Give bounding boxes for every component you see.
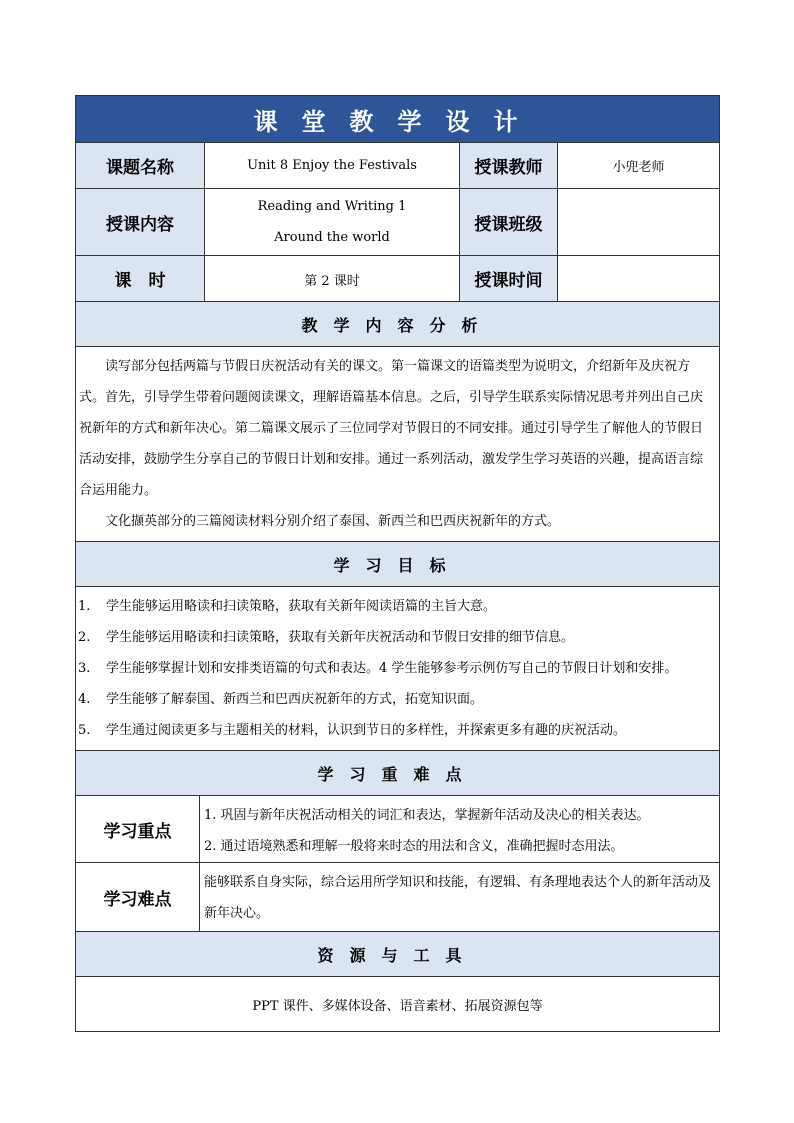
list-item xyxy=(76,622,719,653)
focus-value xyxy=(199,796,719,862)
content-value-line1: Reading and Writing 1 xyxy=(257,199,407,214)
content-label: 授课内容 xyxy=(76,189,204,255)
objective-text: 学生能够掌握计划和安排类语篇的句式和表达。4 学生能够参考示例仿写自己的节假日计划和安排。 xyxy=(106,661,678,676)
objective-number: 2. xyxy=(78,630,91,645)
key-points-heading: 学习重难点 xyxy=(76,751,719,796)
difficulty-row xyxy=(76,863,719,932)
period-label: 课 时 xyxy=(76,256,204,301)
focus-label: 学习重点 xyxy=(76,796,199,862)
difficulty-label: 学习难点 xyxy=(76,863,199,931)
class-value xyxy=(557,189,719,255)
resources-value: PPT 课件、多媒体设备、语音素材、拓展资源包等 xyxy=(252,998,543,1014)
content-value-line2: Around the world xyxy=(274,230,390,245)
objective-text: 学生能够了解泰国、新西兰和巴西庆祝新年的方式，拓宽知识面。 xyxy=(106,692,484,707)
info-row-topic xyxy=(76,143,719,189)
analysis-heading: 教学内容分析 xyxy=(76,302,719,347)
objective-text: 学生能够运用略读和扫读策略，获取有关新年庆祝活动和节假日安排的细节信息。 xyxy=(106,630,575,645)
teacher-value: 小兜老师 xyxy=(557,143,719,188)
class-label: 授课班级 xyxy=(459,189,557,255)
objective-number: 5. xyxy=(78,723,91,738)
info-row-content xyxy=(76,189,719,256)
objectives-list xyxy=(76,587,719,751)
lesson-plan-table xyxy=(75,95,720,1032)
focus-row xyxy=(76,796,719,863)
resources-heading: 资源与工具 xyxy=(76,932,719,977)
period-value: 第 2 课时 xyxy=(204,256,459,301)
focus-item-2: 2. 通过语境熟悉和理解一般将来时态的用法和含义，准确把握时态用法。 xyxy=(204,839,624,854)
objective-number: 3. xyxy=(78,661,91,676)
info-row-period xyxy=(76,256,719,302)
list-item xyxy=(76,715,719,746)
focus-item-1: 1. 巩固与新年庆祝活动相关的词汇和表达，掌握新年活动及决心的相关表达。 xyxy=(204,808,650,823)
objective-number: 1. xyxy=(78,599,91,614)
topic-label: 课题名称 xyxy=(76,143,204,188)
document-title: 课堂教学设计 xyxy=(76,96,719,143)
difficulty-text: 能够联系自身实际，综合运用所学知识和技能，有逻辑、有条理地表达个人的新年活动及新年决心。 xyxy=(204,875,712,921)
list-item xyxy=(76,653,719,684)
analysis-body xyxy=(76,347,719,542)
difficulty-value xyxy=(199,863,719,931)
time-value xyxy=(557,256,719,301)
teacher-label: 授课教师 xyxy=(459,143,557,188)
list-item xyxy=(76,591,719,622)
topic-value: Unit 8 Enjoy the Festivals xyxy=(204,143,459,188)
time-label: 授课时间 xyxy=(459,256,557,301)
objective-text: 学生能够运用略读和扫读策略，获取有关新年阅读语篇的主旨大意。 xyxy=(106,599,497,614)
analysis-paragraph-1: 读写部分包括两篇与节假日庆祝活动有关的课文。第一篇课文的语篇类型为说明文，介绍新年及庆祝方式。首先，引导学生带着问题阅读课文，理解语篇基本信息。之后，引导学生联系实际情况思考并列出自己庆祝新年的方式和新年决心。第二篇课文展示了三位同学对节假日的不同安排。通过引导学生了解他人的节假日活动安排，鼓励学生分享自己的节假日计划和安排。通过一系列活动，激发学生学习英语的兴趣，提高语言综合运用能力。 xyxy=(79,359,704,498)
objective-number: 4. xyxy=(78,692,91,707)
analysis-paragraph-2: 文化撷英部分的三篇阅读材料分别介绍了泰国、新西兰和巴西庆祝新年的方式。 xyxy=(105,514,561,529)
objectives-heading: 学习目标 xyxy=(76,542,719,587)
content-value xyxy=(204,189,459,255)
list-item xyxy=(76,684,719,715)
objective-text: 学生通过阅读更多与主题相关的材料，认识到节日的多样性，并探索更多有趣的庆祝活动。 xyxy=(106,723,627,738)
